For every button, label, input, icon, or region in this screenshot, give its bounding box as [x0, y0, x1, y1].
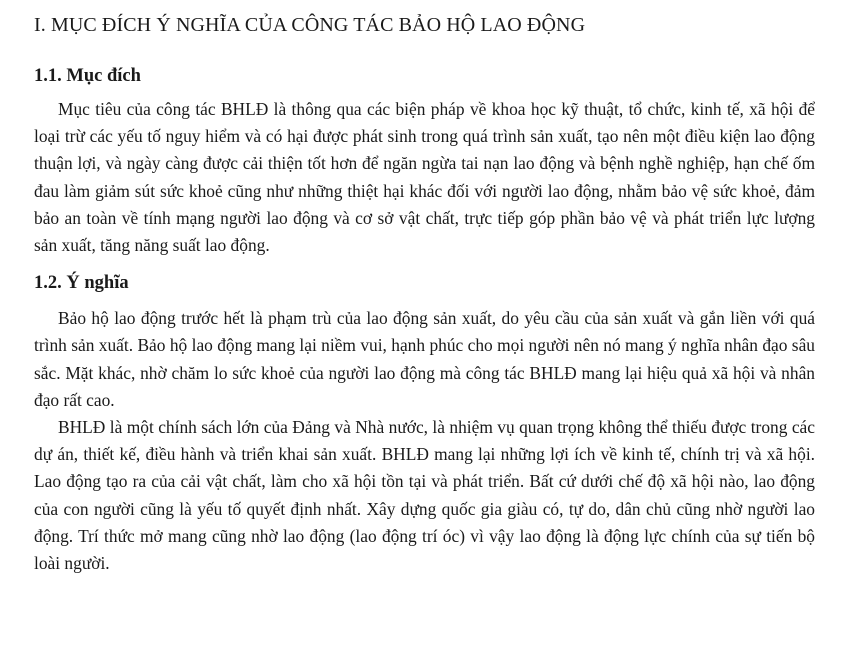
- paragraph-meaning-1: Bảo hộ lao động trước hết là phạm trù của lao động sản xuất, do yêu cầu của sản xuất và gắn liền với quá trình sản xuất. Bảo hộ lao động mang lại niềm vui, hạnh phúc cho mọi người nên nó mang ý nghĩa nhân đạo sâu sắc. Mặt khác, nhờ chăm lo sức khoẻ của người lao động mà công tác BHLĐ mang lại hiệu quả xã hội và nhân đạo rất cao.: [34, 308, 815, 410]
- paragraph-purpose: Mục tiêu của công tác BHLĐ là thông qua các biện pháp về khoa học kỹ thuật, tổ chức, kinh tế, xã hội để loại trừ các yếu tố nguy hiểm và có hại được phát sinh trong quá trình sản xuất, tạo nên một điều kiện lao động thuận lợi, và ngày càng được cải thiện tốt hơn để ngăn ngừa tai nạn lao động và bệnh nghề nghiệp, hạn chế ốm đau làm giảm sút sức khoẻ cũng như những thiệt hại khác đối với người lao động, nhằm bảo vệ sức khoẻ, đảm bảo an toàn về tính mạng người lao động và cơ sở vật chất, trực tiếp góp phần bảo vệ và phát triển lực lượng sản xuất, tăng năng suất lao động.: [34, 99, 815, 256]
- section-title: I. MỤC ĐÍCH Ý NGHĨA CỦA CÔNG TÁC BẢO HỘ LAO ĐỘNG: [34, 14, 586, 36]
- subsection-heading-meaning: 1.2. Ý nghĩa: [34, 273, 129, 294]
- subsection-heading-purpose: 1.1. Mục đích: [34, 66, 141, 86]
- paragraph-meaning-2: BHLĐ là một chính sách lớn của Đảng và Nhà nước, là nhiệm vụ quan trọng không thể thiếu được trong các dự án, thiết kế, điều hành và triển khai sản xuất. BHLĐ mang lại những lợi ích về kinh tế, chính trị và xã hội. Lao động tạo ra của cải vật chất, làm cho xã hội tồn tại và phát triển. Bất cứ dưới chế độ xã hội nào, lao động của con người cũng là yếu tố quyết định nhất. Xây dựng quốc gia giàu có, tự do, dân chủ cũng nhờ người lao động. Trí thức mở mang cũng nhờ lao động (lao động trí óc) vì vậy lao động là động lực chính của sự tiến bộ loài người.: [34, 417, 815, 574]
